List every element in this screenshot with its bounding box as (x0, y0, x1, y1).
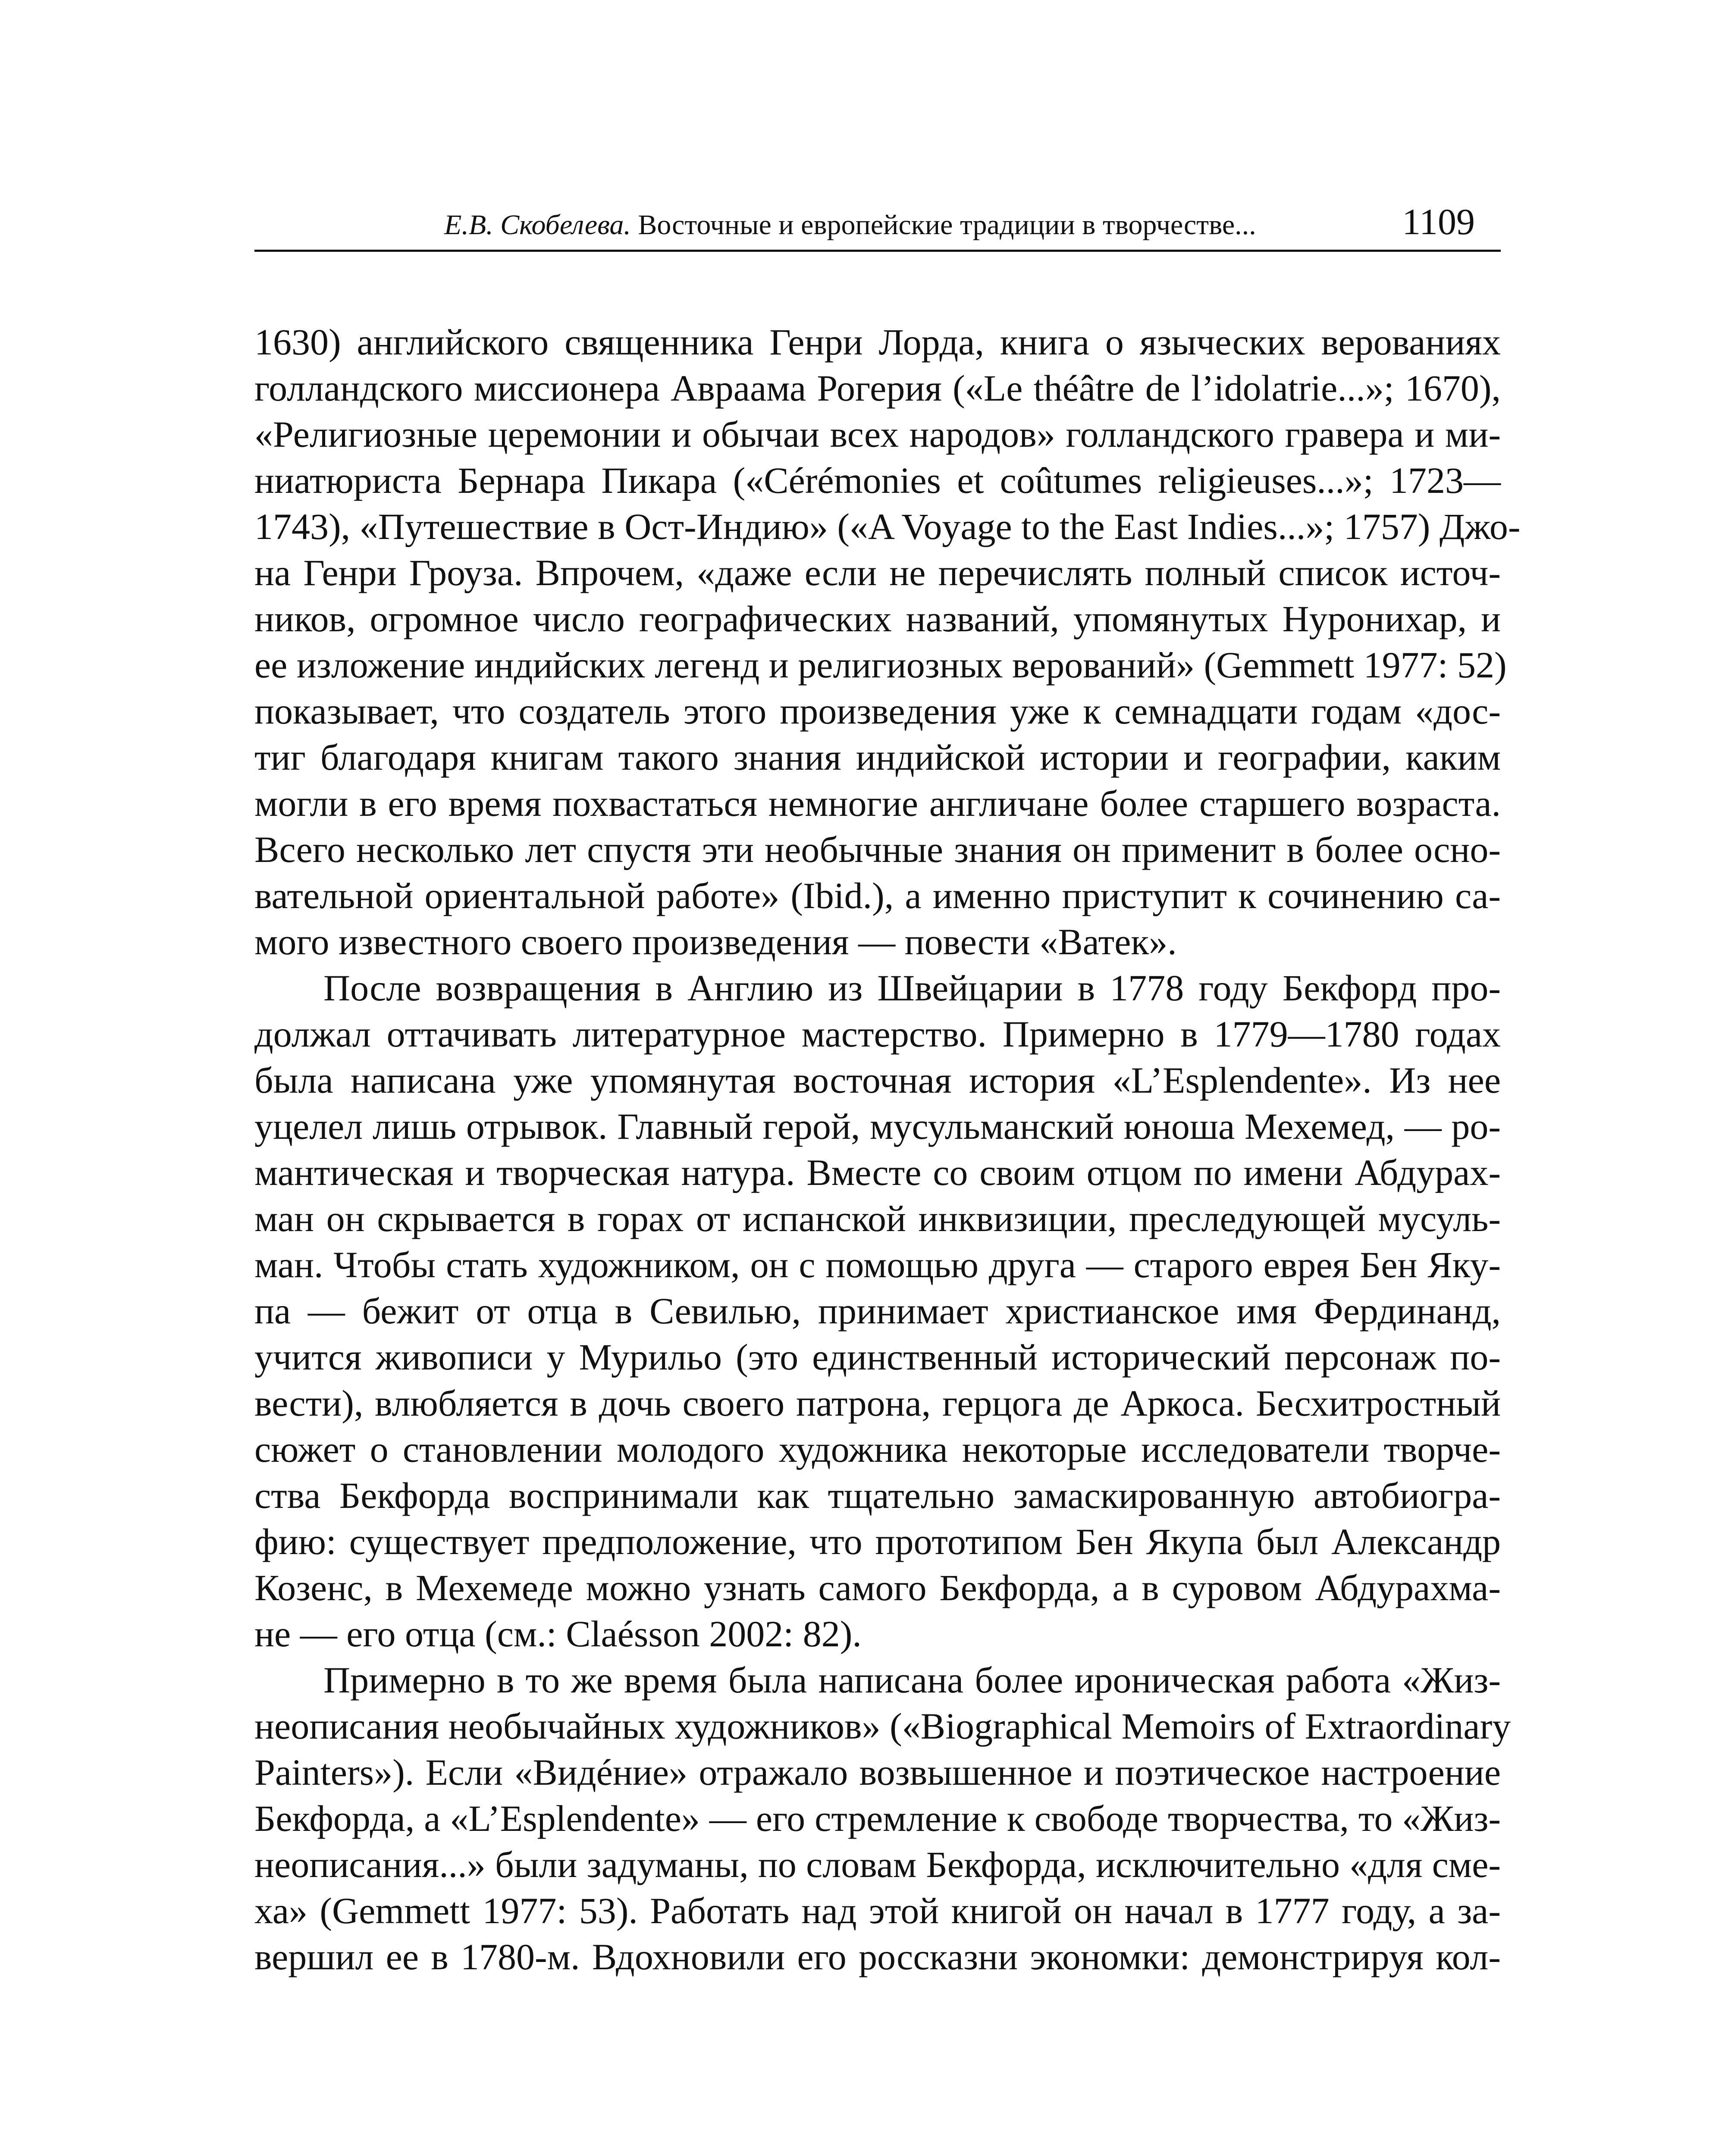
text-line: уцелел лишь отрывок. Главный герой, мусульманский юноша Мехемед, — ро- (254, 1106, 1501, 1147)
running-title (444, 208, 1256, 242)
text-line: ниатюриста Бернара Пикара («Cérémonies et coûtumes religieuses...»; 1723— (254, 460, 1501, 501)
running-header (254, 195, 1501, 252)
text-line: Козенс, в Мехемеде можно узнать самого Бекфорда, а в суровом Абдурахма- (254, 1567, 1501, 1608)
text-line: учится живописи у Мурильо (это единственный исторический персонаж по- (254, 1336, 1501, 1378)
text-line: была написана уже упомянутая восточная история «L’Esplendente». Из нее (254, 1059, 1501, 1101)
text-line: показывает, что создатель этого произведения уже к семнадцати годам «дос- (254, 690, 1501, 732)
text-line: ства Бекфорда воспринимали как тщательно замаскированную автобиогра- (254, 1475, 1501, 1516)
text-line: ха» (Gemmett 1977: 53). Работать над этой книгой он начал в 1777 году, а за- (254, 1890, 1501, 1931)
text-line: вершил ее в 1780-м. Вдохновили его россказни экономки: демонстрируя кол- (254, 1936, 1501, 1977)
text-line: фию: существует предположение, что прототипом Бен Якупа был Александр (254, 1521, 1501, 1562)
body-text (254, 319, 1521, 1980)
page-number: 1109 (1402, 201, 1475, 242)
text-line: Примерно в то же время была написана более ироническая работа «Жиз- (323, 1659, 1501, 1701)
text-line: не — его отца (см.: Claésson 2002: 82). (254, 1613, 862, 1655)
text-line: должал оттачивать литературное мастерство. Примерно в 1779—1780 годах (254, 1013, 1501, 1055)
text-line: вести), влюбляется в дочь своего патрона, герцога де Аркоса. Бесхитростный (254, 1382, 1501, 1424)
text-line: вательной ориентальной работе» (Ibid.), а именно приступит к сочинению са- (254, 875, 1501, 916)
text-line: тиг благодаря книгам такого знания индийской истории и географии, каким (254, 736, 1501, 778)
text-line: на Генри Гроуза. Впрочем, «даже если не перечислять полный список источ- (254, 552, 1501, 593)
text-line: ман он скрывается в горах от испанской инквизиции, преследующей мусуль- (254, 1198, 1501, 1239)
text-line: мого известного своего произведения — повести «Ватек». (254, 921, 1177, 962)
text-line: ее изложение индийских легенд и религиозных верований» (Gemmett 1977: 52) (254, 644, 1507, 686)
text-line: неописания...» были задуманы, по словам Бекфорда, исключительно «для сме- (254, 1844, 1501, 1885)
text-line: па — бежит от отца в Севилью, принимает христианское имя Фердинанд, (254, 1290, 1501, 1332)
text-line: мантическая и творческая натура. Вместе со своим отцом по имени Абдурах- (254, 1152, 1501, 1193)
text-line: голландского миссионера Авраама Рогерия («Le théâtre de l’idolatrie...»; 1670), (254, 367, 1501, 409)
text-line: Бекфорда, а «L’Esplendente» — его стремление к свободе творчества, то «Жиз- (254, 1798, 1501, 1839)
header-title: Восточные и европейские традиции в творчестве... (638, 209, 1256, 241)
text-line: Painters»). Если «Видéние» отражало возвышенное и поэтическое настроение (254, 1752, 1501, 1793)
text-line: 1630) английского священника Генри Лорда, книга о языческих верованиях (254, 321, 1501, 363)
text-line: «Религиозные церемонии и обычаи всех народов» голландского гравера и ми- (254, 414, 1501, 455)
text-line: 1743), «Путешествие в Ост-Индию» («A Voyage to the East Indies...»; 1757) Джо- (254, 506, 1521, 547)
text-line: ников, огромное число географических названий, упомянутых Нуронихар, и (254, 598, 1501, 639)
text-line: Всего несколько лет спустя эти необычные знания он применит в более осно- (254, 829, 1501, 870)
text-line: могли в его время похвастаться немногие англичане более старшего возраста. (254, 783, 1501, 824)
text-line: неописания необычайных художников» («Biographical Memoirs of Extraordinary (254, 1705, 1511, 1747)
text-line: ман. Чтобы стать художником, он с помощью друга — старого еврея Бен Яку- (254, 1244, 1501, 1285)
text-line: После возвращения в Англию из Швейцарии в 1778 году Бекфорд про- (323, 967, 1501, 1009)
header-author: Е.В. Скобелева. (444, 209, 631, 241)
text-line: сюжет о становлении молодого художника некоторые исследователи творче- (254, 1429, 1501, 1470)
